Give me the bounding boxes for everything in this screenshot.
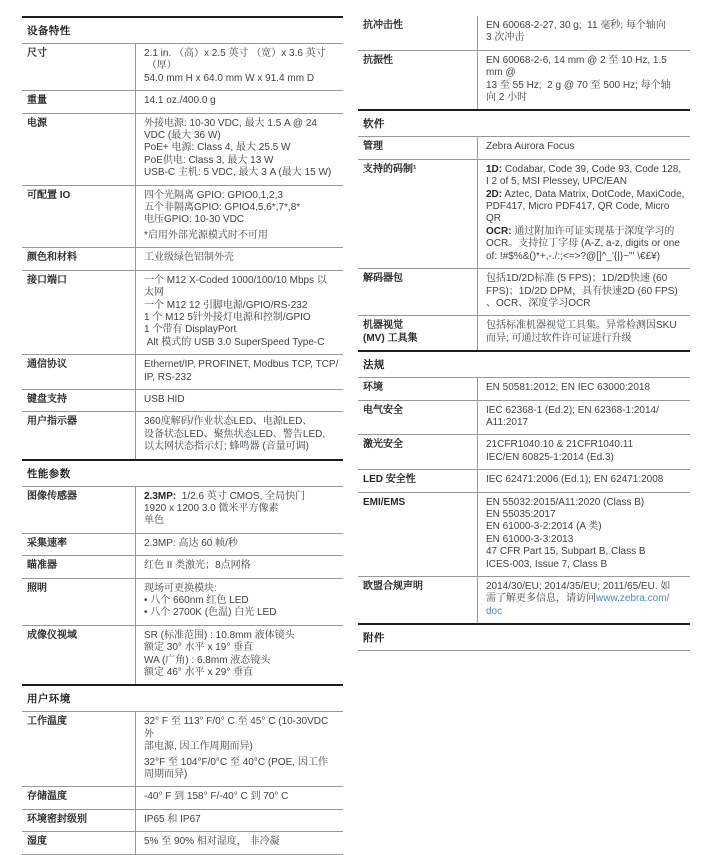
spec-value — [136, 412, 343, 458]
spec-value — [478, 316, 690, 350]
spec-value-line: A11:2017 — [486, 416, 529, 428]
spec-label — [22, 534, 136, 555]
spec-label-line: 工作温度 — [27, 716, 67, 728]
spec-value-line: 32°F 至 104°F/0°C 至 40°C (POE, 因工作 — [144, 756, 328, 768]
spec-value-line: 、OCR、深度学习OCR — [486, 297, 591, 309]
spec-row-imager-fov — [22, 625, 343, 685]
spec-label — [358, 401, 478, 435]
spec-value — [136, 787, 343, 808]
spec-label — [358, 137, 478, 158]
value-bold-segment: 2D: — [486, 188, 503, 200]
spec-label-line: 电气安全 — [363, 404, 403, 416]
spec-value — [478, 493, 690, 576]
spec-label-line: 湿度 — [27, 836, 47, 848]
spec-value-line: 13 至 55 Hz; 2 g @ 70 至 500 Hz; 每个轴 — [486, 79, 671, 91]
spec-value-line: FPS)；1D/2D DPM，具有快速2D (60 FPS) — [486, 285, 678, 297]
spec-row-interface-ports — [22, 270, 343, 354]
spec-value-line: 设备状态LED、聚焦状态LED、警告LED, — [144, 428, 326, 440]
spec-value-line: USB-C 主机: 5 VDC, 最大 3 A (最大 15 W) — [144, 167, 332, 179]
spec-row-led-safety — [358, 469, 690, 491]
spec-label-line: 解码器包 — [363, 273, 403, 285]
spec-value-line: 14.1 oz./400.0 g — [144, 95, 216, 107]
spec-value — [136, 44, 343, 90]
section-title: 软件 — [363, 118, 385, 131]
spec-value-line — [486, 593, 686, 605]
spec-value — [136, 810, 343, 831]
spec-value-line: EN 60068-2-6, 14 mm @ 2 至 10 Hz, 1.5 — [486, 54, 667, 66]
spec-row-illumination — [22, 578, 343, 625]
zebra-doc-link[interactable]: www.zebra.com/ — [596, 593, 670, 605]
spec-value-line: 现场可更换模块: — [144, 582, 217, 594]
spec-label-line: 存储温度 — [27, 791, 67, 803]
spec-label-line: 接口端口 — [27, 274, 67, 286]
spec-label-line: 环境密封级别 — [27, 813, 87, 825]
spec-value-line: PoE供电: Class 3, 最大 13 W — [144, 154, 274, 166]
spec-label — [358, 51, 478, 110]
section-title: 附件 — [363, 632, 385, 645]
spec-value — [136, 626, 343, 685]
spec-value — [478, 160, 690, 268]
spec-value-line: 红色 II 类激光；8点网格 — [144, 560, 251, 572]
spec-value-line: Alt 模式的 USB 3.0 SuperSpeed Type-C — [144, 336, 325, 348]
value-segment: 需了解更多信息，请访问 — [486, 593, 596, 605]
spec-label — [22, 787, 136, 808]
spec-label-line: 机器视觉 — [363, 320, 403, 332]
spec-label — [22, 626, 136, 685]
spec-value — [136, 355, 343, 389]
spec-label-line: (MV) 工具集 — [363, 332, 418, 344]
spec-value-line: 5% 至 90% 相对湿度， 非冷凝 — [144, 836, 280, 848]
spec-value-line: 向 2 小时 — [486, 92, 528, 104]
spec-value-line: 单色 — [144, 515, 164, 527]
spec-row-laser-safety — [358, 434, 690, 469]
spec-value-line: I 2 of 5, MSI Plessey, UPC/EAN — [486, 176, 627, 188]
spec-label — [22, 412, 136, 458]
spec-value-line: 2014/30/EU; 2014/35/EU; 2011/65/EU. 如 — [486, 581, 671, 592]
spec-value — [136, 712, 343, 786]
spec-value — [136, 579, 343, 625]
spec-value-line: 周期而异) — [144, 769, 188, 781]
spec-label — [22, 810, 136, 831]
value-segment: 1/2.6 英寸 CMOS, 全局快门 — [176, 490, 306, 502]
spec-label — [22, 248, 136, 269]
spec-value-line: ICES-003, Issue 7, Class B — [486, 558, 608, 570]
spec-value-line: 部电源, 因工作周期而异) — [144, 741, 253, 753]
spec-label-line: 用户指示器 — [27, 416, 77, 428]
spec-value-line: OCR。支持拉丁字母 (A-Z, a-z, digits or one — [486, 238, 680, 250]
spec-label-line: 激光安全 — [363, 439, 403, 451]
spec-row-user-indicators — [22, 411, 343, 458]
spec-row-environmental — [358, 378, 690, 399]
spec-label-line: 可配置 IO — [27, 189, 71, 201]
spec-label — [22, 91, 136, 112]
spec-value-line: 包括标准机器视觉工具集。异常检测因SKU — [486, 320, 677, 332]
spec-row-color-materials — [22, 247, 343, 269]
spec-value-line: mm @ — [486, 67, 516, 79]
spec-value-line — [144, 491, 339, 503]
spec-column-right — [358, 16, 690, 651]
section-header-software — [358, 109, 690, 137]
spec-row-decoder-packages — [358, 268, 690, 315]
spec-value-line: Ethernet/IP, PROFINET, Modbus TCP, TCP/ — [144, 359, 339, 371]
spec-value — [136, 832, 343, 853]
spec-value-line: 外接电源: 10-30 VDC, 最大 1.5 A @ 24 — [144, 117, 317, 129]
spec-label — [358, 577, 478, 623]
spec-value — [136, 271, 343, 354]
spec-value — [478, 51, 690, 110]
value-bold-segment: 2.3MP: — [144, 490, 177, 502]
spec-label-line: 照明 — [27, 582, 47, 594]
spec-label-line: 抗冲击性 — [363, 20, 403, 31]
spec-value-line: EN 50581:2012; EN IEC 63000:2018 — [486, 382, 651, 394]
spec-value-line: 21CFR1040.10 & 21CFR1040.11 — [486, 439, 634, 451]
spec-value-line: 五个非隔离GPIO: GPIO4,5,6*,7*,8* — [144, 202, 301, 214]
spec-label — [22, 556, 136, 577]
spec-value-line: IEC/EN 60825-1:2014 (Ed.3) — [486, 451, 614, 463]
spec-value-line: VDC (最大 36 W) — [144, 130, 221, 142]
spec-value-line: 2.3MP: 高达 60 帧/秒 — [144, 537, 238, 549]
spec-value-line: 360度解码/作业状态LED、电源LED、 — [144, 416, 313, 428]
spec-value — [478, 470, 690, 491]
spec-value-line: 47 CFR Part 15, Subpart B, Class B — [486, 546, 646, 558]
spec-value-line: 额定 46° 水平 x 29° 垂直 — [144, 667, 254, 679]
spec-label-line: 图像传感器 — [27, 490, 77, 502]
value-segment: Codabar, Code 39, Code 93, Code 128, — [502, 163, 682, 175]
spec-row-storage-temp — [22, 786, 343, 808]
spec-value-line: EN 60068-2-27, 30 g; 11 毫秒; 每个轴向 — [486, 20, 666, 31]
spec-value-line: USB HID — [144, 393, 185, 405]
spec-value-line: EN 61000-3-2:2014 (A 类) — [486, 521, 602, 533]
spec-value-line: SR (标准范围) : 10.8mm 液体镜头 — [144, 629, 295, 641]
spec-value-line: IP, RS-232 — [144, 371, 192, 383]
spec-row-vibration-resistance — [358, 50, 690, 110]
zebra-doc-link[interactable]: doc — [486, 605, 503, 617]
spec-row-keyboard-support — [22, 389, 343, 411]
spec-value-line: EN 55035:2017 — [486, 508, 556, 520]
spec-label-line: 颜色和材料 — [27, 252, 77, 264]
spec-label — [358, 16, 478, 50]
spec-row-mv-toolset — [358, 315, 690, 350]
spec-row-image-sensor — [22, 487, 343, 533]
spec-value-line: *启用外部光源模式时不可用 — [144, 229, 268, 241]
spec-label-line: 瞄准器 — [27, 560, 57, 572]
spec-value-line: • 八个 2700K (色温) 白光 LED — [144, 607, 277, 619]
spec-row-sealing — [22, 809, 343, 831]
spec-value-line: WA (广角) : 6.8mm 液态镜头 — [144, 654, 271, 666]
spec-row-electrical-safety — [358, 400, 690, 435]
spec-label-line: LED 安全性 — [363, 474, 416, 486]
value-segment: 通过附加许可证实现基于深度学习的 — [511, 225, 675, 237]
spec-value-line: 以太网状态指示灯; 蜂鸣器 (音量可调) — [144, 441, 309, 453]
spec-label — [22, 832, 136, 853]
spec-label-line: 采集速率 — [27, 537, 67, 549]
spec-row-configurable-io — [22, 185, 343, 248]
spec-label — [22, 271, 136, 354]
spec-label — [358, 316, 478, 350]
spec-label — [22, 355, 136, 389]
spec-value — [478, 378, 690, 399]
spec-value-line: IP65 和 IP67 — [144, 813, 201, 825]
spec-value-line: 2.1 in. （高）x 2.5 英寸 （宽）x 3.6 英寸 — [144, 48, 326, 59]
spec-label-line: 抗振性 — [363, 54, 393, 66]
spec-value-line — [486, 606, 686, 618]
spec-label-line: 电源 — [27, 117, 47, 129]
spec-value-line: 工业级绿色铝制外壳 — [144, 252, 234, 264]
spec-value-line: EN 61000-3-3:2013 — [486, 533, 574, 545]
spec-label — [358, 269, 478, 315]
spec-value-line: IEC 62471:2006 (Ed.1); EN 62471:2008 — [486, 474, 664, 486]
spec-value-line: 而异; 可通过软件许可证进行升级 — [486, 332, 632, 344]
spec-value-line: （厚） — [144, 60, 177, 72]
section-title: 法规 — [363, 359, 385, 372]
spec-row-operating-temp — [22, 712, 343, 786]
spec-label — [22, 712, 136, 786]
spec-value-line: 1 个 M12 5针外接灯电源和控制/GPIO — [144, 311, 311, 323]
spec-value-line: 包括1D/2D标准 (5 FPS)；1D/2D快速 (60 — [486, 273, 668, 285]
spec-label-line: 键盘支持 — [27, 393, 67, 405]
spec-label-line: 支持的码制¹ — [363, 163, 417, 175]
spec-value-line — [486, 164, 686, 176]
spec-label — [22, 487, 136, 533]
spec-label — [22, 390, 136, 411]
spec-value-line: 额定 30° 水平 x 19° 垂直 — [144, 642, 254, 654]
spec-value — [136, 186, 343, 248]
spec-value-line: 一个 M12 12 引脚电源/GPIO/RS-232 — [144, 299, 308, 311]
section-header-regulatory — [358, 350, 690, 378]
spec-row-power — [22, 113, 343, 185]
spec-value-line: EN 55032:2015/A11:2020 (Class B) — [486, 496, 645, 508]
spec-label — [22, 186, 136, 248]
spec-row-aimer — [22, 555, 343, 577]
spec-label-line: 尺寸 — [27, 48, 47, 59]
section-title: 设备特性 — [27, 25, 71, 37]
spec-value-line: 电压GPIO: 10-30 VDC — [144, 214, 245, 226]
spec-label — [22, 114, 136, 185]
spec-value — [136, 534, 343, 555]
spec-value — [136, 390, 343, 411]
spec-row-eu-compliance — [358, 576, 690, 623]
spec-label — [358, 160, 478, 268]
spec-value — [478, 137, 690, 158]
section-title: 用户环境 — [27, 693, 71, 706]
spec-row-humidity — [22, 831, 343, 853]
spec-value — [478, 577, 690, 623]
spec-row-emi-ems — [358, 492, 690, 576]
spec-value-line: of: !#$%&()*+,-./:;<=>?@[]^_'{|}~"' \€£¥) — [486, 250, 661, 262]
spec-label — [358, 470, 478, 491]
spec-row-dimensions — [22, 44, 343, 90]
spec-label-line: 环境 — [363, 382, 383, 394]
spec-label — [358, 378, 478, 399]
spec-row-communication-protocols — [22, 354, 343, 389]
spec-value — [478, 401, 690, 435]
spec-label-line: 通信协议 — [27, 359, 67, 371]
spec-label-line: 成像仪视域 — [27, 629, 77, 641]
value-segment: Aztec, Data Matrix, DotCode, MaxiCode, — [502, 188, 685, 200]
spec-value-line — [486, 226, 686, 238]
spec-value-line: 四个光隔离 GPIO: GPIO0,1,2,3 — [144, 189, 283, 201]
spec-row-weight — [22, 90, 343, 112]
spec-value-line: 32° F 至 113° F/0° C 至 45° C (10-30VDC 外 — [144, 716, 331, 740]
spec-label — [358, 435, 478, 469]
spec-value — [136, 556, 343, 577]
spec-value — [136, 114, 343, 185]
spec-value-line: PoE+ 电源: Class 4, 最大 25.5 W — [144, 142, 291, 154]
spec-value-line: Zebra Aurora Focus — [486, 141, 575, 153]
spec-label-line: 欧盟合规声明 — [363, 581, 423, 592]
spec-value-line: 1920 x 1200 3.0 微米平方像素 — [144, 502, 279, 514]
value-bold-segment: OCR: — [486, 225, 512, 237]
spec-label-line: 重量 — [27, 95, 47, 107]
value-bold-segment: 1D: — [486, 163, 503, 175]
section-title: 性能参数 — [27, 467, 71, 480]
section-header-device-features — [22, 16, 343, 44]
spec-label — [22, 44, 136, 90]
section-header-performance — [22, 459, 343, 487]
spec-label — [358, 493, 478, 576]
spec-value-line: 1 个带有 DisplayPort — [144, 324, 237, 336]
spec-value-line: 一个 M12 X-Coded 1000/100/10 Mbps 以 — [144, 274, 327, 286]
section-header-accessories — [358, 623, 690, 651]
spec-value-line: 54.0 mm H x 64.0 mm W x 91.4 mm D — [144, 72, 315, 84]
spec-value — [478, 16, 690, 50]
spec-value-line: 3 次冲击 — [486, 32, 525, 44]
spec-value — [136, 487, 343, 533]
spec-value-line: PDF417, Micro PDF417, QR Code, Micro QR — [486, 201, 673, 225]
spec-label-line: EMI/EMS — [363, 496, 406, 508]
spec-value-line: 太网 — [144, 287, 164, 299]
spec-row-shock-resistance — [358, 16, 690, 50]
section-header-user-environment — [22, 684, 343, 712]
spec-row-acquisition-rate — [22, 533, 343, 555]
spec-label-line: 管理 — [363, 141, 383, 153]
spec-value-line: IEC 62368-1 (Ed.2); EN 62368-1:2014/ — [486, 404, 659, 416]
spec-value — [136, 248, 343, 269]
spec-value — [478, 269, 690, 315]
spec-value-line: • 八个 660nm 红色 LED — [144, 595, 249, 606]
spec-value-line: -40° F 到 158° F/-40° C 到 70° C — [144, 791, 289, 803]
spec-value — [136, 91, 343, 112]
spec-row-supported-symbologies — [358, 159, 690, 268]
spec-value — [478, 435, 690, 469]
spec-value-line — [486, 189, 686, 201]
spec-row-management — [358, 137, 690, 158]
spec-column-left — [22, 16, 343, 855]
spec-label — [22, 579, 136, 625]
